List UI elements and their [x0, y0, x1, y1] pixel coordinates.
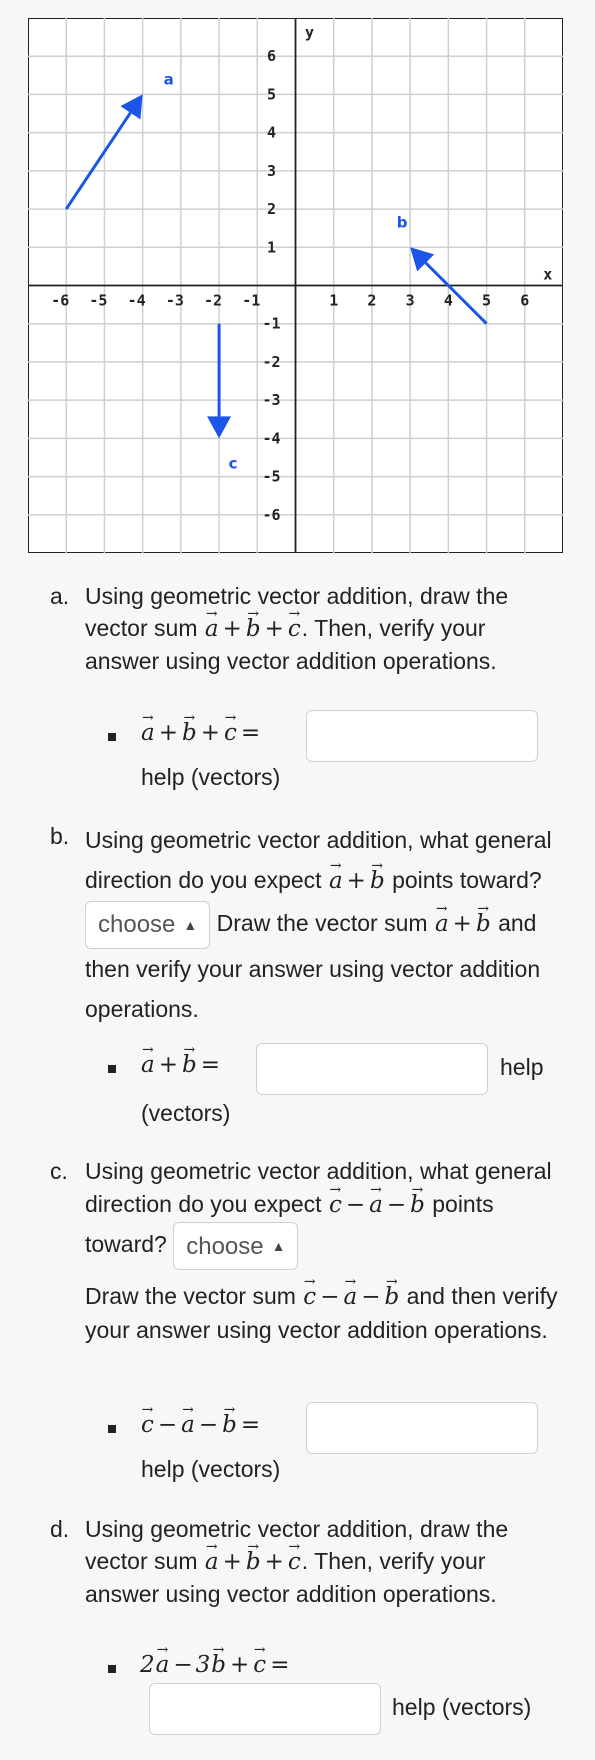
question-b-text-2: points toward?: [392, 867, 542, 893]
select-value: choose: [186, 1232, 264, 1260]
x-tick-label: 5: [482, 291, 492, 310]
answer-a-input[interactable]: [306, 710, 538, 762]
question-c: [50, 1155, 560, 1347]
op-minus: −: [320, 1284, 340, 1310]
x-axis-label: x: [543, 265, 553, 284]
vec-b: → b: [181, 717, 198, 749]
question-b-text-4: and then verify your answer using vector addition operations.: [85, 910, 541, 1022]
op-plus: +: [158, 720, 178, 746]
bullet: [108, 733, 116, 741]
op-plus: +: [230, 1652, 250, 1678]
vec-b: → b: [383, 1281, 400, 1314]
answer-b-label: [140, 1048, 223, 1081]
answer-d-label: [140, 1648, 292, 1681]
answer-b-input[interactable]: [256, 1043, 488, 1095]
question-c-text-1: Using geometric vector addition, what general direction do you expect: [85, 1158, 552, 1217]
vec-a: → a: [140, 717, 156, 749]
question-d: [50, 1513, 560, 1610]
coef-3: 3: [195, 1652, 211, 1678]
y-tick-label: 5: [266, 85, 277, 104]
question-a-text-2: . Then, verify your answer using vector addition operations.: [85, 615, 497, 674]
help-vectors-link-a[interactable]: help (vectors): [141, 764, 281, 790]
question-c-text-4: and then verify your answer using vector addition operations.: [85, 1283, 558, 1343]
vec-c: → c: [140, 1409, 155, 1441]
op-equals: =: [240, 720, 261, 746]
op-plus: +: [264, 616, 284, 642]
question-d-text-1: Using geometric vector addition, draw the vector sum: [85, 1516, 509, 1574]
vec-c: → c: [328, 1189, 343, 1222]
vector-graph: [28, 18, 563, 553]
vec-c: → c: [287, 1546, 302, 1578]
op-minus: −: [386, 1192, 407, 1218]
updown-chevron-icon: ▲: [183, 917, 198, 933]
question-c-text-3: Draw the vector sum: [85, 1283, 296, 1309]
vec-b: → b: [245, 1546, 262, 1578]
op-minus: −: [361, 1284, 381, 1310]
question-c-letter: c.: [50, 1158, 68, 1184]
vec-b: → b: [181, 1049, 198, 1081]
vec-b: → b: [245, 613, 262, 645]
bullet: [108, 1065, 116, 1073]
vec-a: → a: [204, 1546, 220, 1578]
op-plus: +: [222, 1549, 242, 1575]
vec-c: → c: [252, 1649, 267, 1681]
bullet: [108, 1425, 116, 1433]
vec-b: → b: [369, 861, 386, 901]
vector-a-label: a: [163, 70, 174, 89]
x-tick-label: -4: [127, 291, 146, 310]
answer-c-label: [140, 1408, 263, 1441]
x-tick-label: 6: [520, 291, 530, 310]
y-tick-label: -6: [262, 505, 281, 524]
x-tick-label: 2: [367, 291, 377, 310]
vec-c: → c: [223, 717, 238, 749]
vec-a: → a: [368, 1189, 384, 1222]
vec-a: → a: [140, 1049, 156, 1081]
y-tick-label: -3: [262, 391, 281, 410]
updown-chevron-icon: ▲: [271, 1237, 286, 1254]
question-b: [50, 820, 560, 1029]
help-vectors-link-c[interactable]: help (vectors): [141, 1456, 281, 1482]
direction-select-c[interactable]: [173, 1222, 298, 1270]
op-plus: +: [200, 720, 221, 746]
question-b-text-1: Using geometric vector addition, what general direction do you expect: [85, 827, 552, 893]
answer-a-label: [140, 716, 263, 749]
vec-c: → c: [302, 1281, 317, 1314]
question-a: [50, 580, 560, 677]
vec-a: → a: [204, 613, 220, 645]
x-tick-label: 4: [443, 291, 453, 310]
question-d-letter: d.: [50, 1516, 70, 1542]
op-plus: +: [222, 616, 242, 642]
help-vectors-link-d[interactable]: help (vectors): [392, 1694, 532, 1720]
y-tick-label: 2: [266, 200, 277, 219]
x-tick-label: -1: [242, 291, 261, 310]
op-minus: −: [173, 1652, 193, 1678]
question-b-letter: b.: [50, 823, 70, 849]
op-plus: +: [158, 1052, 178, 1078]
op-equals: =: [270, 1652, 290, 1678]
question-b-text-3: Draw the vector sum: [216, 910, 428, 937]
vec-a: → a: [342, 1281, 358, 1314]
coef-2: 2: [140, 1652, 155, 1678]
y-tick-label: -4: [262, 429, 281, 448]
x-tick-label: 3: [405, 291, 415, 310]
x-tick-label: -3: [165, 291, 184, 310]
vec-c: → c: [287, 613, 302, 645]
question-a-text-1: Using geometric vector addition, draw the vector sum: [85, 583, 509, 641]
direction-select-b[interactable]: [85, 901, 210, 949]
vec-b: → b: [409, 1189, 426, 1222]
x-tick-label: -5: [89, 291, 108, 310]
vec-b: → b: [475, 904, 492, 944]
y-tick-label: 4: [266, 123, 277, 142]
op-plus: +: [452, 911, 472, 938]
vec-a: → a: [180, 1409, 196, 1441]
op-equals: =: [240, 1412, 261, 1438]
x-tick-label: -6: [51, 291, 70, 310]
x-tick-label: -2: [204, 291, 223, 310]
vec-a: → a: [328, 861, 344, 901]
select-value: choose: [98, 911, 176, 938]
question-d-text-2: . Then, verify your answer using vector addition operations.: [85, 1548, 497, 1607]
help-vectors-link-b[interactable]: (vectors): [141, 1100, 231, 1126]
vector-c-label: c: [228, 454, 238, 473]
op-plus: +: [264, 1549, 284, 1575]
x-tick-label: 1: [329, 291, 339, 310]
vec-b: → b: [221, 1409, 238, 1441]
y-tick-label: -2: [262, 352, 281, 371]
op-equals: =: [200, 1052, 221, 1078]
vec-a: → a: [155, 1649, 171, 1681]
vec-b: → b: [210, 1649, 227, 1681]
y-tick-label: 1: [266, 238, 277, 257]
answer-c-input[interactable]: [306, 1402, 538, 1454]
y-tick-label: 6: [266, 47, 277, 66]
op-plus: +: [346, 868, 366, 894]
vector-b-label: b: [396, 213, 408, 232]
question-c-text-2: points toward?: [85, 1191, 494, 1258]
op-minus: −: [157, 1412, 178, 1438]
y-tick-label: -1: [262, 314, 281, 333]
answer-d-input[interactable]: [149, 1683, 381, 1735]
op-minus: −: [345, 1192, 366, 1218]
bullet: [108, 1665, 116, 1673]
question-a-letter: a.: [50, 583, 70, 609]
op-minus: −: [198, 1412, 219, 1438]
y-tick-label: 3: [266, 161, 277, 180]
help-link-b[interactable]: help: [500, 1054, 544, 1080]
vec-a: → a: [434, 904, 450, 944]
y-axis-label: y: [304, 23, 315, 42]
y-tick-label: -5: [262, 467, 281, 486]
